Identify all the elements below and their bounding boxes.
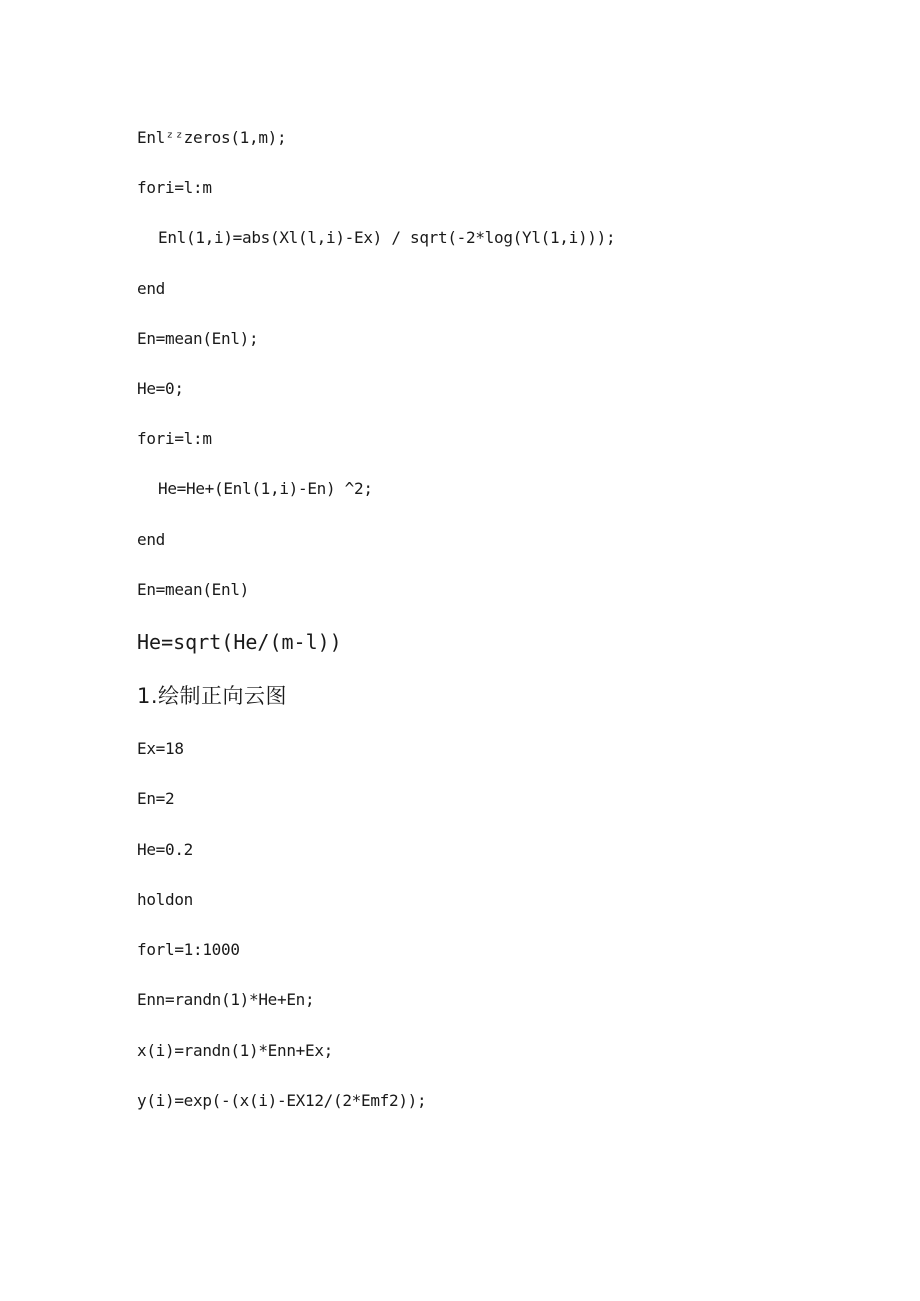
code-line-16: holdon [137,890,193,909]
code-line-2: fori=l:m [137,178,212,197]
code-line-7: fori=l:m [137,429,212,448]
code-line-11: He=sqrt(He/(m-l)) [137,630,342,654]
section-heading: 1.绘制正向云图 [137,684,288,708]
code-line-17: forl=1:1000 [137,940,240,959]
code-line-10: En=mean(Enl) [137,580,249,599]
code-line-15: He=0.2 [137,840,193,859]
code-line-14: En=2 [137,789,175,808]
code-line-8: He=He+(Enl(1,i)-En) ^2; [158,479,373,498]
code-line-6: He=0; [137,379,184,398]
code-line-13: Ex=18 [137,739,184,758]
code-line-9: end [137,530,165,549]
code-line-18: Enn=randn(1)*He+En; [137,990,315,1009]
code-line-5: En=mean(Enl); [137,329,259,348]
code-line-3: Enl(1,i)=abs(Xl(l,i)-Ex) / sqrt(-2*log(Yl(1,i))); [158,228,616,247]
code-line-1: Enlᶻᶻzeros(1,m); [137,128,287,147]
code-line-4: end [137,279,165,298]
code-line-20: y(i)=exp(-(x(i)-EX12/(2*Emf2)); [137,1091,427,1110]
code-line-19: x(i)=randn(1)*Enn+Ex; [137,1041,333,1060]
